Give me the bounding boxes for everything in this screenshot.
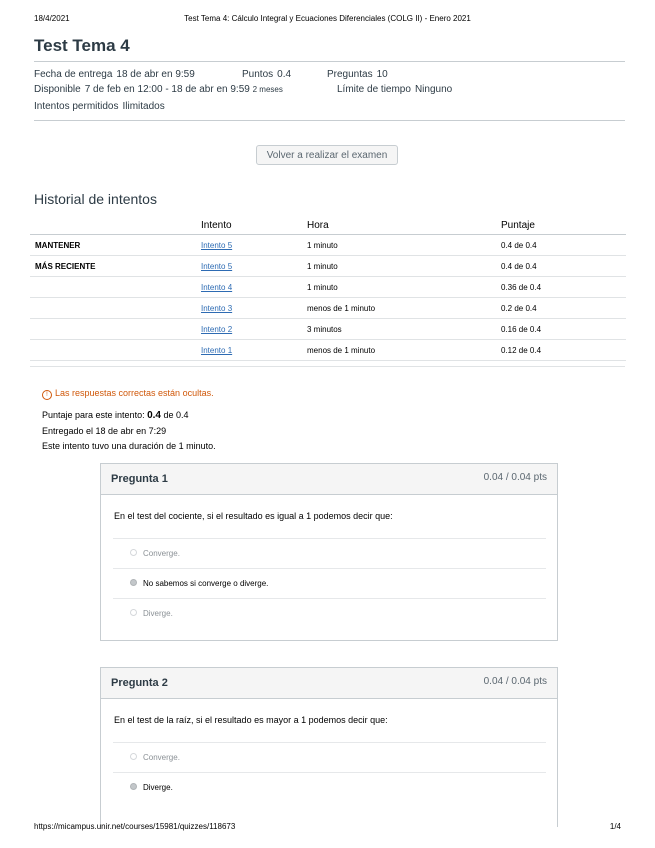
notice-text: Las respuestas correctas están ocultas.: [55, 388, 214, 398]
attempt-time: 1 minuto: [307, 277, 501, 298]
radio-button[interactable]: [130, 549, 137, 556]
row-tag: MANTENER: [30, 235, 201, 256]
attempt-score: 0.16 de 0.4: [501, 319, 626, 340]
question-card-1: [100, 463, 558, 641]
question-points: 0.04 / 0.04 pts: [483, 676, 547, 687]
time-limit-label: Límite de tiempo: [337, 84, 411, 95]
attempt-link[interactable]: Intento 3: [201, 303, 233, 313]
answer-label: Diverge.: [143, 783, 173, 792]
answer-label: Converge.: [143, 549, 180, 558]
available-value: 7 de feb en 12:00 - 18 de abr en 9:59: [84, 84, 250, 95]
radio-button[interactable]: [130, 609, 137, 616]
attempt-time: 1 minuto: [307, 256, 501, 277]
score-suffix: de 0.4: [163, 410, 189, 420]
page-url: https://micampus.unir.net/courses/15981/quizzes/118673: [34, 822, 236, 831]
attempt-time: 1 minuto: [307, 235, 501, 256]
questions-label: Preguntas: [327, 69, 373, 80]
attempt-score: 0.2 de 0.4: [501, 298, 626, 319]
question-title: Pregunta 1: [111, 473, 168, 485]
question-text: En el test de la raíz, si el resultado es mayor a 1 podemos decir que:: [114, 715, 388, 725]
answer-option: [113, 742, 546, 772]
divider: [34, 120, 625, 121]
quiz-meta-row-1: [34, 69, 388, 80]
attempt-time: menos de 1 minuto: [307, 298, 501, 319]
question-card-2: [100, 667, 558, 827]
column-header-time: Hora: [307, 217, 501, 235]
available-extra: 2 meses: [252, 85, 283, 94]
attempt-score: 0.12 de 0.4: [501, 340, 626, 361]
available-label: Disponible: [34, 84, 81, 95]
page-title: Test Tema 4: [34, 36, 130, 55]
radio-button-selected[interactable]: [130, 579, 137, 586]
table-row: [30, 235, 626, 256]
attempt-time: 3 minutos: [307, 319, 501, 340]
quiz-meta-row-3: [34, 101, 165, 112]
quiz-meta-row-2: [34, 84, 453, 95]
question-header: [101, 668, 557, 699]
question-points: 0.04 / 0.04 pts: [483, 472, 547, 483]
table-row: [30, 340, 626, 361]
print-date: 18/4/2021: [34, 14, 70, 23]
question-text: En el test del cociente, si el resultado es igual a 1 podemos decir que:: [114, 511, 393, 521]
table-row: [30, 277, 626, 298]
row-tag: [30, 340, 201, 361]
radio-button[interactable]: [130, 753, 137, 760]
attempt-link[interactable]: Intento 2: [201, 324, 233, 334]
attempt-score: 0.4 de 0.4: [501, 235, 626, 256]
page-number: 1/4: [609, 822, 621, 831]
question-title: Pregunta 2: [111, 677, 168, 689]
question-header: [101, 464, 557, 495]
row-tag: [30, 298, 201, 319]
column-header-attempt: Intento: [201, 217, 307, 235]
table-row: [30, 256, 626, 277]
attempts-label: Intentos permitidos: [34, 101, 119, 112]
retake-quiz-button[interactable]: Volver a realizar el examen: [256, 145, 398, 165]
attempt-link[interactable]: Intento 1: [201, 345, 233, 355]
time-limit-meta: [337, 84, 452, 95]
points-meta: [242, 69, 291, 80]
time-limit-value: Ninguno: [414, 84, 453, 95]
attempt-history-table: [30, 217, 626, 361]
row-tag: [30, 277, 201, 298]
score-value: 0.4: [147, 410, 161, 421]
attempt-score: 0.4 de 0.4: [501, 256, 626, 277]
due-value: 18 de abr en 9:59: [116, 69, 195, 80]
print-header: [34, 14, 621, 26]
radio-button-selected[interactable]: [130, 783, 137, 790]
column-header-score: Puntaje: [501, 217, 626, 235]
points-label: Puntos: [242, 69, 274, 80]
answer-option: [113, 772, 546, 802]
attempt-link[interactable]: Intento 5: [201, 240, 233, 250]
answer-option: [113, 568, 546, 598]
answers-hidden-notice: [42, 388, 214, 400]
submitted-date: Entregado el 18 de abr en 7:29: [42, 426, 167, 436]
attempt-score-summary: [42, 410, 189, 421]
table-row: [30, 298, 626, 319]
attempt-score: 0.36 de 0.4: [501, 277, 626, 298]
column-header-tag: [30, 217, 201, 235]
attempt-history-title: Historial de intentos: [34, 191, 157, 207]
divider: [34, 61, 625, 62]
info-circle-icon: !: [42, 390, 52, 400]
divider: [30, 366, 625, 367]
answer-option: [113, 538, 546, 568]
answer-label: Diverge.: [143, 609, 173, 618]
attempt-link[interactable]: Intento 5: [201, 261, 233, 271]
questions-meta: [327, 69, 388, 80]
attempts-value: Ilimitados: [122, 101, 165, 112]
questions-value: 10: [376, 69, 388, 80]
table-header-row: [30, 217, 626, 235]
row-tag: MÁS RECIENTE: [30, 256, 201, 277]
answer-option: [113, 598, 546, 628]
attempt-time: menos de 1 minuto: [307, 340, 501, 361]
answer-label: No sabemos si converge o diverge.: [143, 579, 269, 588]
attempt-duration: Este intento tuvo una duración de 1 minuto.: [42, 441, 216, 451]
table-row: [30, 319, 626, 340]
attempt-link[interactable]: Intento 4: [201, 282, 233, 292]
answer-label: Converge.: [143, 753, 180, 762]
print-footer: [34, 822, 621, 834]
due-label: Fecha de entrega: [34, 69, 113, 80]
row-tag: [30, 319, 201, 340]
score-prefix: Puntaje para este intento:: [42, 410, 145, 420]
print-doc-title: Test Tema 4: Cálculo Integral y Ecuaciones Diferenciales (COLG II) - Enero 2021: [184, 14, 471, 23]
points-value: 0.4: [277, 69, 292, 80]
